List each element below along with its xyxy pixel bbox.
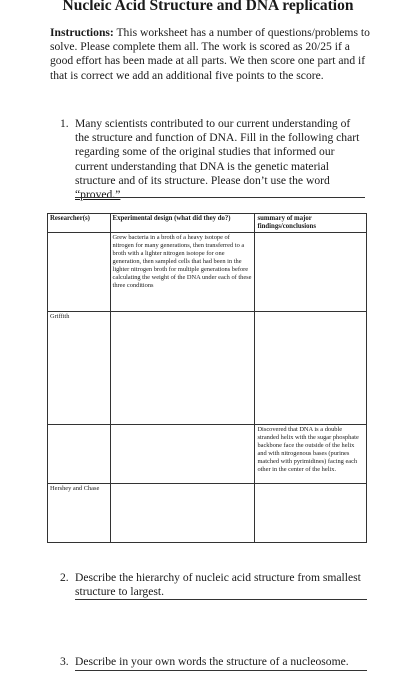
chart-header-row: [48, 214, 367, 233]
question-1-answer-line: [75, 197, 365, 198]
cell-findings[interactable]: [255, 484, 367, 543]
cell-researcher[interactable]: Hershey and Chase: [48, 484, 111, 543]
table-row: [48, 425, 367, 484]
question-2-number: 2.: [60, 571, 69, 584]
question-3-number: 3.: [60, 655, 69, 668]
table-row: [48, 312, 367, 425]
cell-design[interactable]: [110, 425, 255, 484]
question-3: [60, 655, 375, 669]
cell-findings[interactable]: [255, 233, 367, 312]
question-1-text: Many scientists contributed to our current understanding of the structure and function of DNA. Fill in the following chart regarding some of the original studies that informed our current understanding that DNA is the genetic material structure and of its structure. Please don’t use the word: [75, 117, 360, 187]
table-row: [48, 484, 367, 543]
question-2: [60, 571, 367, 599]
header-experimental-design: Experimental design (what did they do?): [110, 214, 255, 233]
question-1-tail: “proved.”: [75, 188, 121, 202]
cell-researcher[interactable]: [48, 425, 111, 484]
worksheet-title: Nucleic Acid Structure and DNA replication: [62, 0, 354, 14]
header-findings: summary of major findings/conclusions: [255, 214, 367, 233]
header-researchers: Researcher(s): [48, 214, 111, 233]
question-2-text: Describe the hierarchy of nucleic acid structure from smallest structure to largest.: [75, 571, 361, 599]
cell-design[interactable]: Grew bacteria in a broth of a heavy isotope of nitrogen for many generations, then transferred to a broth with a lighter nitrogen isotope for one generation, then sampled cells that had been in the lighter nitrogen broth for multiple generations before calculating the weight of the DNA under each of these three conditions: [110, 233, 255, 312]
cell-researcher[interactable]: Griffith: [48, 312, 111, 425]
table-row: [48, 233, 367, 312]
cell-design[interactable]: [110, 484, 255, 543]
question-1-number: 1.: [60, 117, 69, 130]
cell-findings[interactable]: [255, 312, 367, 425]
cell-researcher[interactable]: [48, 233, 111, 312]
instructions-paragraph: [50, 26, 370, 83]
cell-design[interactable]: [110, 312, 255, 425]
cell-findings[interactable]: Discovered that DNA is a double stranded helix with the sugar phosphate backbone face the outside of the helix and with nitrogenous bases (purines matched with pyrimidines) facing each other in the center of the helix.: [255, 425, 367, 484]
question-2-answer-line: [75, 599, 367, 600]
question-1: [60, 117, 365, 202]
instructions-label: Instructions:: [50, 26, 114, 39]
question-3-text: Describe in your own words the structure of a nucleosome.: [75, 655, 349, 668]
question-3-answer-line: [75, 670, 367, 671]
researcher-chart: [47, 213, 367, 543]
instructions-text: This worksheet has a number of questions/problems to solve. Please complete them all. The work is scored as 20/25 if a good effort has been made at all parts. We then score one part and if that is correct we add an additional five points to the score.: [50, 26, 370, 82]
